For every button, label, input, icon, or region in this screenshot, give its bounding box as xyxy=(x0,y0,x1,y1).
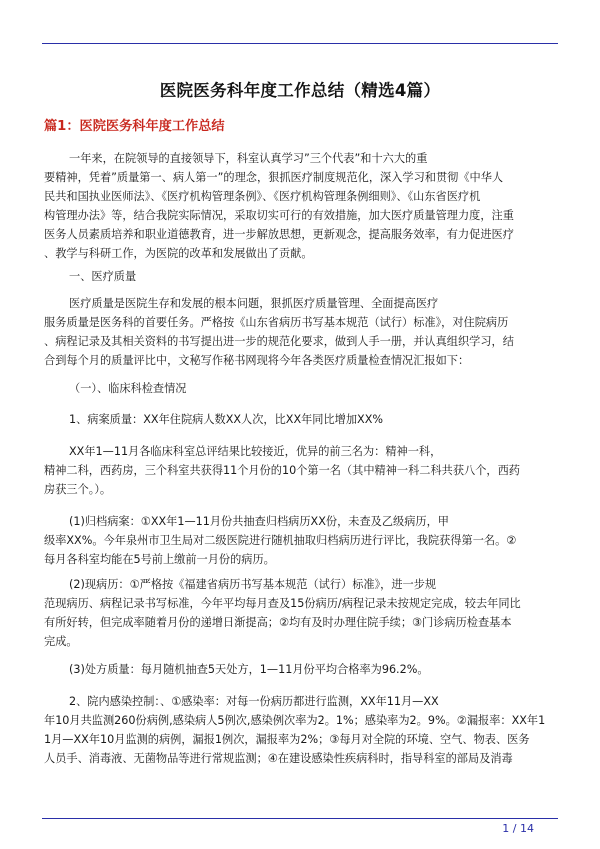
text-line: 民共和国执业医师法》、《医疗机构管理条例》、《医疗机构管理条例细则》、《山东省医疗机 xyxy=(44,190,481,203)
page-indicator: 1 / 14 xyxy=(502,822,534,835)
text-line: 范现病历、病程记录书写标准，今年平均每月查及15份病历/病程记录未按规定完成，较去年同比 xyxy=(44,597,521,610)
text-line: 年10月共监测260份病例,感染病人5例次,感染例次率为2。1%；感染率为2。9%。②漏报率：XX年1 xyxy=(44,714,546,727)
document-title: 医院医务科年度工作总结（精选4篇） xyxy=(159,81,441,100)
text-line: 1月—XX年10月监测的病例，漏报1例次，漏报率为2%；③每月对全院的环境、空气、物表、医务 xyxy=(44,733,530,746)
paragraph xyxy=(44,410,564,429)
text-line: 要精神，凭着”质量第一、病人第一”的理念，狠抓医疗制度规范化，深入学习和贯彻《中华人 xyxy=(44,171,504,184)
text-line: XX年1—11月各临床科室总评结果比较接近，优异的前三名为：精神一科， xyxy=(69,445,442,458)
footer-rule xyxy=(42,818,558,819)
text-line: 精神二科，西药房，三个科室共获得11个月份的10个第一名（其中精神一科二科共获八个，西药 xyxy=(44,464,520,477)
text-line: 构管理办法》等，结合我院实际情况，采取切实可行的有效措施，加大医疗质量管理力度，注重 xyxy=(44,209,514,222)
text-line: (1)归档病案：①XX年1—11月份共抽查归档病历XX份，未查及乙级病历，甲 xyxy=(69,515,449,528)
paragraph xyxy=(44,692,564,768)
text-line: 人员手、消毒液、无菌物品等进行常规监测；④在建设感染性疾病科时，指导科室的部局及消毒 xyxy=(44,752,513,765)
paragraph xyxy=(44,267,564,286)
text-line: (3)处方质量：每月随机抽查5天处方，1—11月份平均合格率为96.2%。 xyxy=(69,663,429,676)
paragraph xyxy=(44,660,564,679)
text-line: 、病程记录及其相关资料的书写提出进一步的规范化要求，做到人手一册，并认真组织学习，结 xyxy=(44,335,514,348)
text-line: 有所好转，但完成率随着月份的递增日渐提高；②均有及时办理住院手续；③门诊病历检查基本 xyxy=(44,616,512,629)
text-line: 完成。 xyxy=(44,635,78,648)
text-line: (2)现病历：①严格按《福建省病历书写基本规范（试行）标准》，进一步规 xyxy=(69,578,437,591)
text-line: 一、医疗质量 xyxy=(69,270,137,283)
section-heading: 篇1：医院医务科年度工作总结 xyxy=(44,119,225,134)
text-line: 服务质量是医务科的首要任务。严格按《山东省病历书写基本规范（试行）标准》，对住院病历 xyxy=(44,316,509,329)
header-rule xyxy=(42,43,558,44)
text-line: 房获三个。）。 xyxy=(44,483,112,496)
paragraph xyxy=(44,379,564,398)
text-line: 一年来，在院领导的直接领导下，科室认真学习”三个代表”和十六大的重 xyxy=(69,152,428,165)
paragraph xyxy=(44,575,564,651)
text-line: 2、院内感染控制：、①感染率：对每一份病历都进行监测，XX年11月—XX xyxy=(69,695,439,708)
text-line: 医务人员素质培养和职业道德教育，进一步解放思想，更新观念，提高服务效率，有力促进医疗 xyxy=(44,228,514,241)
paragraph xyxy=(44,149,564,263)
paragraph xyxy=(44,294,564,370)
text-line: 、教学与科研工作，为医院的改革和发展做出了贡献。 xyxy=(44,247,313,260)
text-line: （一）、临床科检查情况 xyxy=(69,382,187,395)
text-line: 医疗质量是医院生存和发展的根本问题，狠抓医疗质量管理、全面提高医疗 xyxy=(69,297,439,310)
text-line: 1、病案质量：XX年住院病人数XX人次，比XX年同比增加XX% xyxy=(69,413,383,426)
text-line: 合到每个月的质量评比中，文秘写作秘书网现将今年各类医疗质量检查情况汇报如下： xyxy=(44,354,470,367)
text-line: 每月各科室均能在5号前上缴前一月份的病历。 xyxy=(44,553,275,566)
paragraph xyxy=(44,442,564,499)
text-line: 级率XX%。今年泉州市卫生局对二级医院进行随机抽取归档病历进行评比，我院获得第一名。② xyxy=(44,534,517,547)
paragraph xyxy=(44,512,564,569)
